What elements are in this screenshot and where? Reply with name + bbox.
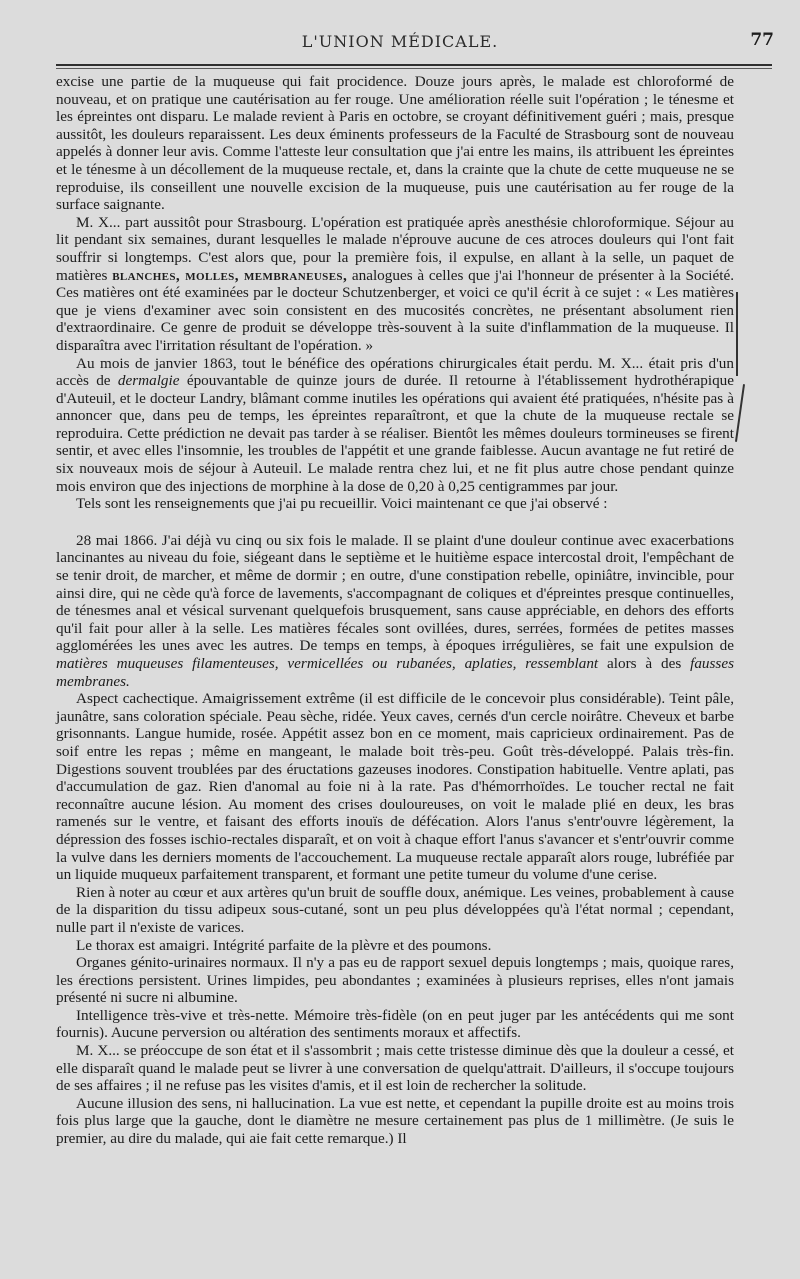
paragraph-illusion: Aucune illusion des sens, ni hallucination. La vue est nette, et cependant la pupille droite est au moins trois fois plus large que la gauche, dont le diamètre ne mesure certainement pas plus de 1 millimètre. (Je suis le premier, au dire du malade, qui aie fait cette remarque.) Il [56,1094,734,1148]
text-run: épouvantable de quinze jours de durée. Il retourne à l'établissement hydrothérapique d'Auteuil, et le docteur Landry, blâmant comme inutiles les opérations qui avaient été pratiquées, n'hésite pas à annoncer que, dans peu de temps, les épreintes reparaîtront, et que la chute de la muqueuse rectale se reproduira. Cette prédiction ne devait pas tarder à se réaliser. Bientôt les mêmes douleurs tormineuses se firent sentir, et avec elles l'insomnie, les troubles de l'appétit et une grande faiblesse. Aucun avantage ne fut retiré de six nouveaux mois de séjour à Auteuil. Le malade rentra chez lui, et ne fit plus autre chose pendant quinze mois environ que des injections de morphine à la dose de 0,20 à 0,25 centigrammes par jour. [56,372,734,495]
running-title: L'UNION MÉDICALE. [301,32,499,51]
paragraph-28-mai-1866 [56,532,734,690]
paragraph-preoccupe: M. X... se préoccupe de son état et il s'assombrit ; mais cette tristesse diminue dès que la douleur a cessé, et elle disparaît quand le malade peut se livrer à une conversation de quelqu'attrait. D'ailleurs, il s'occupe toujours de ses affaires ; il ne refuse pas les visites d'amis, et il est loin de rechercher la solitude. [56,1042,734,1095]
italic-run: dermalgie [117,372,180,390]
header-rule [56,64,772,67]
body-text [56,73,734,1243]
margin-mark [736,292,738,376]
text-run: Au mois de janvier 1863, tout le bénéfice des opérations chirurgicales était perdu. M. X... était pris d'un accès de [56,354,734,390]
italic-run: matières muqueuses filamenteuses, vermicellées ou rubanées, aplaties, ressemblant [56,655,599,672]
text-run: analogues à celles que j'ai l'honneur de présenter à la Société. Ces matières ont été examinées par le docteur Schutzenberger, et voici ce qu'il écrit à ce sujet : « Les matières que je viens d'examiner avec soin consistent en des mucosités concrètes, ne présentant absolument rien d'extraordinaire. Ce genre de produit se développe très-souvent à la suite d'inflammation de la muqueuse. Il disparaîtra avec l'irritation résultant de l'opération. » [56,266,734,354]
page-number: 77 [750,30,774,50]
paragraph-janvier-1863 [56,355,734,496]
italic-run: fausses membranes. [56,655,734,690]
paragraph-renseignements: Tels sont les renseignements que j'ai pu recueillir. Voici maintenant ce que j'ai observé : [76,495,608,513]
paragraph-aspect: Aspect cachectique. Amaigrissement extrême (il est difficile de le concevoir plus considérable). Teint pâle, jaunâtre, sans coloration spéciale. Peau sèche, ridée. Yeux caves, cernés d'un cercle noirâtre. Cheveux et barbe grisonnants. Langue humide, rosée. Appétit assez bon en ce moment, mais capricieux ordinairement. Pas de soif entre les repas ; même en mangeant, le malade boit très-peu. Goût très-développé. Palais très-fin. Digestions souvent troublées par des éructations gazeuses inodores. Constipation habituelle. Ventre aplati, pas d'accumulation de gaz. Rien d'anomal au foie ni à la rate. Pas d'hémorrhoïdes. Le toucher rectal ne fait reconnaître aucune lésion. Au moment des crises douloureuses, on voit le malade plié en deux, les bras ramenés sur le ventre, et faisant des efforts inouïs de défécation. Alors l'anus s'entr'ouvre légèrement, la dépression des fosses ischio-rectales disparaît, et on voit à chaque effort l'anus s'avancer et s'entr'ouvrir comme la vulve dans les derniers moments de l'accouchement. La muqueuse rectale apparaît alors rouge, lubréfiée par un liquide muqueux parfaitement transparent, et formant une petite tumeur du volume d'une cerise. [56,690,734,884]
text-run: M. X... part aussitôt pour Strasbourg. L'opération est pratiquée après anesthésie chloroformique. Séjour au lit pendant six semaines, durant lesquelles le malade n'éprouve aucune de ces atroces douleurs qui l'ont fait souffrir si longtemps. C'est alors que, pour la première fois, il expulse, en allant à la selle, un paquet de matières [56,213,734,284]
text-run: 28 mai 1866. J'ai déjà vu cinq ou six fois le malade. Il se plaint d'une douleur continue avec exacerbations lancinantes au niveau du foie, siégeant dans le septième et le huitième espace intercostal droit, l'empêchant de se tenir droit, de marcher, et même de dormir ; en outre, d'une constipation rebelle, opiniâtre, invincible, pour ainsi dire, qui ne cède qu'à force de lavements, s'accompagnant de coliques et d'épreintes presque continuelles, de ténesmes anal et vésical survenant quelquefois brusquement, sans cause appréciable, en dehors des efforts qu'il fait pour aller à la selle. Les matières fécales sont ovillées, dures, serrées, formées de petites masses agglomérées les unes avec les autres. De temps en temps, à époques irrégulières, se fait une expulsion de [56,531,734,655]
page-header [0,26,800,56]
paragraph-strasbourg [56,214,734,355]
paragraph-organes: Organes génito-urinaires normaux. Il n'y a pas eu de rapport sexuel depuis longtemps ; mais, quoique rares, les érections persistent. Urines limpides, peu abondantes ; examinées à plusieurs reprises, elles n'ont jamais présenté ni sucre ni albumine. [56,954,734,1007]
paragraph-intelligence: Intelligence très-vive et très-nette. Mémoire très-fidèle (on en peut juger par les antécédents qui me sont fournis). Aucune perversion ou altération des sentiments moraux et affectifs. [56,1006,734,1042]
paragraph-coeur: Rien à noter au cœur et aux artères qu'un bruit de souffle doux, anémique. Les veines, probablement à cause de la disparition du tissu adipeux sous-cutané, sont un peu plus développées qu'à l'état normal ; cependant, nulle part il n'existe de varices. [56,883,734,936]
small-caps-run: blanches, molles, membraneuses, [112,266,348,284]
margin-mark [735,384,745,442]
paragraph-thorax: Le thorax est amaigri. Intégrité parfaite de la plèvre et des poumons. [76,936,492,954]
paragraph-continued: excise une partie de la muqueuse qui fait procidence. Douze jours après, le malade est chloroformé de nouveau, et on pratique une cautérisation au fer rouge. Une amélioration réelle suit l'opération ; le ténesme et les épreintes ont disparu. Le malade revient à Paris en octobre, se croyant définitivement guéri ; mais, presque aussitôt, les douleurs reparaissent. Les deux éminents professeurs de la Faculté de Strasbourg sont de nouveau appelés à donner leur avis. Comme l'atteste leur consultation que j'ai entre les mains, ils attribuent les épreintes et le ténesme à un décollement de la muqueuse rectale, et, dans la crainte que la chute de cette muqueuse ne se reproduise, ils conseillent une nouvelle excision de la muqueuse, puis une cautérisation au fer rouge de la surface saignante. [56,73,734,214]
text-run: alors à des [598,655,691,672]
